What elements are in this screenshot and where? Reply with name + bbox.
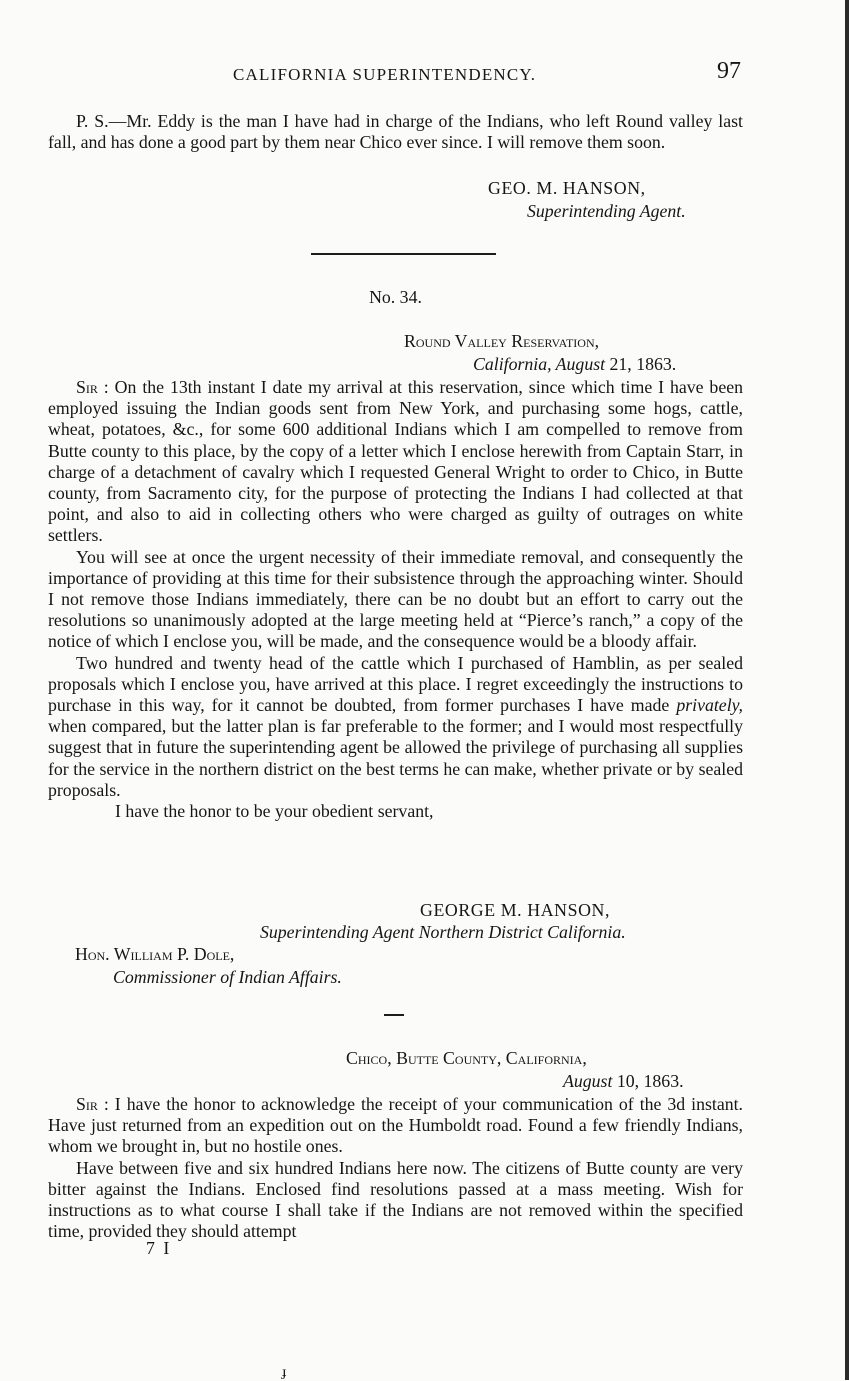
letter-date-year: 21, 1863. (605, 354, 677, 374)
letter-34-signature-title: Superintending Agent Northern District California. (260, 922, 626, 942)
paragraph-3-emphasis: privately, (676, 695, 743, 716)
enclosure-paragraph-1 (48, 1094, 743, 1158)
paragraph-3-text-a: Two hundred and twenty head of the cattle which I purchased of Hamblin, as per sealed proposals which I enclose you, have arrived at this place. I regret exceedingly the instructions to purchase in this way, for it cannot be doubted, from former purchases I have made (48, 652, 743, 716)
paragraph-1-text: On the 13th instant I date my arrival at this reservation, since which time I have been employed issuing the Indian goods sent from New York, and purchasing some hogs, cattle, wheat, potatoes, &c., for some 600 additional Indians which I am compelled to remove from Butte county to this place, by the copy of a letter which I enclose herewith from Captain Starr, in charge of a detachment of cavalry which I requested General Wright to order to Chico, in Butte county, from Sacramento city, for the purpose of protecting the Indians I had collected at that point, and also to aid in collecting others who were charged as guilty of outrages on white settlers. (48, 377, 743, 546)
postscript-signature-name: GEO. M. HANSON, (488, 178, 646, 198)
letter-34-paragraph-2: You will see at once the urgent necessity of their immediate removal, and consequently the importance of providing at this time for their subsistence through the approaching winter. Should I not remove those Indians immediately, there can be no doubt but an effort to carry out the resolutions so unanimously adopted at the large meeting held at “Pierce’s ranch,” a copy of the notice of which I enclose you, will be made, and the consequence would be a bloody affair. (48, 546, 743, 652)
enclosure-date-month: August (563, 1071, 613, 1091)
letter-34-body (48, 377, 743, 822)
enclosure-date (563, 1071, 684, 1092)
addressee-name: Hon. William P. Dole, (75, 944, 235, 964)
running-head: CALIFORNIA SUPERINTENDENCY. (233, 65, 537, 84)
enclosure-body (48, 1094, 743, 1242)
letter-date-location: California, August (473, 354, 606, 374)
enclosure-place: Chico, Butte County, California, (346, 1048, 587, 1068)
postscript-signature-title: Superintending Agent. (527, 201, 686, 221)
short-divider (384, 1014, 404, 1016)
letter-34-paragraph-1 (48, 377, 743, 547)
letter-34-signature-name: GEORGE M. HANSON, (420, 900, 610, 920)
printer-signature-mark: 7 I (146, 1238, 172, 1258)
page-number: 97 (717, 58, 741, 84)
postscript-text: P. S.—Mr. Eddy is the man I have had in charge of the Indians, who left Round valley last fall, and has done a good part by them near Chico ever since. I will remove them soon. (48, 111, 743, 153)
addressee-title: Commissioner of Indian Affairs. (113, 967, 342, 987)
edge-mark: ɟ (282, 1365, 287, 1380)
paragraph-3-text-b: when compared, but the latter plan is far preferable to the former; and I would most respectfully suggest that in future the superintending agent be allowed the privilege of purchasing all supplies for the service in the northern district on the best terms he can make, whether private or by sealed proposals. (48, 716, 743, 800)
document-number: No. 34. (369, 287, 422, 307)
letter-34-paragraph-3 (48, 653, 743, 801)
postscript-section (48, 111, 743, 153)
letter-34-closing: I have the honor to be your obedient servant, (115, 801, 434, 822)
section-divider (311, 253, 496, 255)
page-header (48, 58, 743, 93)
letter-date (473, 354, 676, 375)
page-edge (845, 0, 849, 1380)
enclosure-salutation: Sir : (76, 1094, 109, 1114)
letter-place: Round Valley Reservation, (404, 331, 600, 351)
enclosure-paragraph-2: Have between five and six hundred Indians here now. The citizens of Butte county are very bitter against the Indians. Enclosed find resolutions passed at a mass meeting. Wish for instructions as to what course I shall take if the Indians are not removed within the specified time, provided they should attempt (48, 1157, 743, 1242)
salutation: Sir : (76, 377, 109, 397)
enclosure-date-rest: 10, 1863. (612, 1071, 684, 1091)
enclosure-paragraph-1-text: I have the honor to acknowledge the receipt of your communication of the 3d instant. Have just returned from an expedition out on the Humboldt road. Found a few friendly Indians, whom we brought in, but no hostile ones. (48, 1094, 743, 1157)
